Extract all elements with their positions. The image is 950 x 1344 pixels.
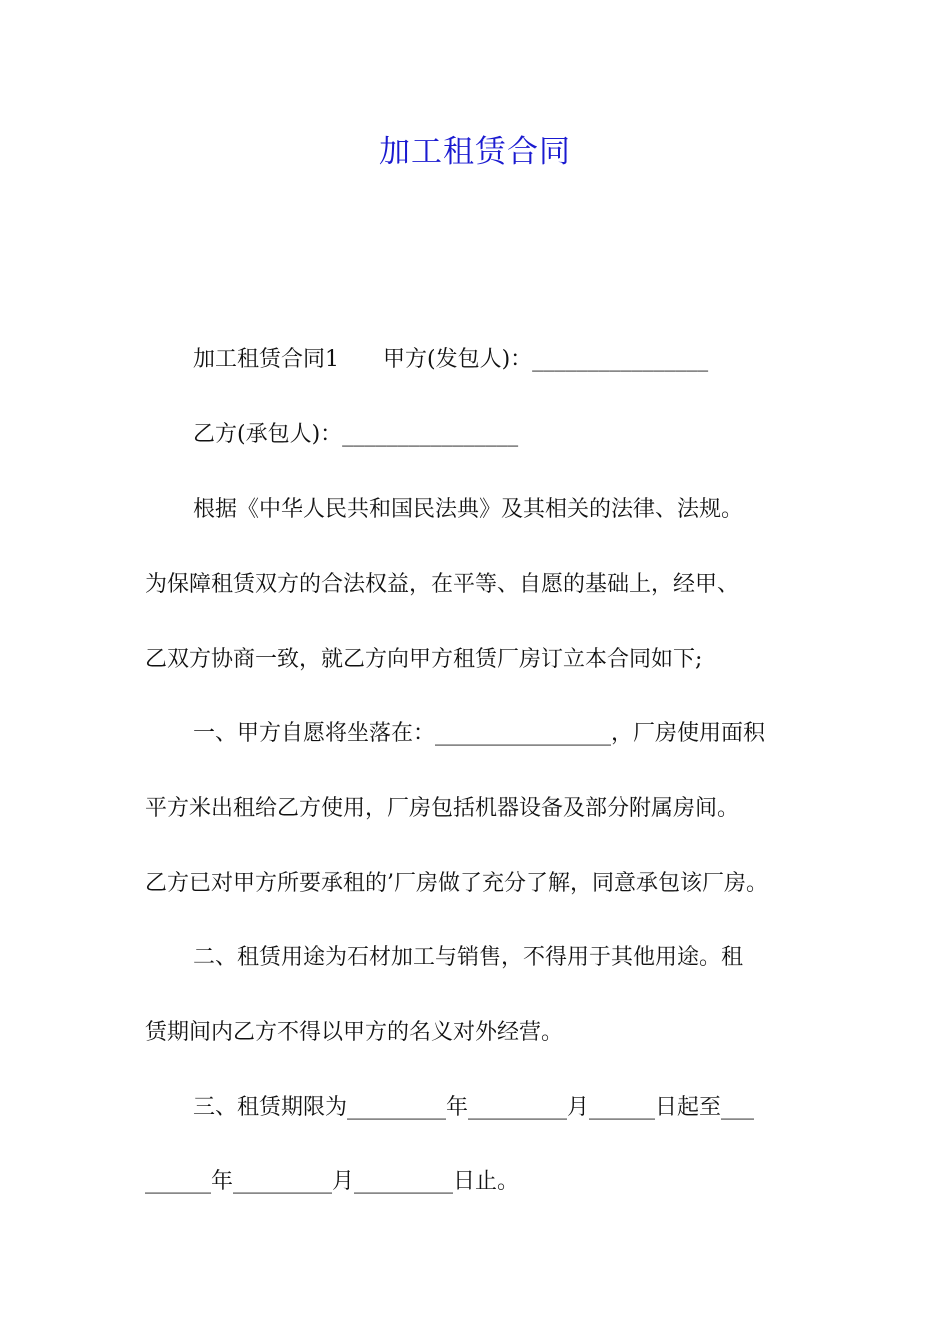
paragraph-line: 为保障租赁双方的合法权益，在平等、自愿的基础上，经甲、 xyxy=(145,572,740,597)
paragraph-line: 赁期间内乙方不得以甲方的名义对外经营。 xyxy=(145,1020,564,1045)
paragraph-line: 三、租赁期限为_________年_________月______日起至___ xyxy=(193,1095,755,1120)
paragraph-line: 乙双方协商一致，就乙方向甲方租赁厂房订立本合同如下; xyxy=(145,647,703,672)
paragraph-line: 加工租赁合同1 甲方(发包人)：________________ xyxy=(193,347,709,372)
paragraph-line: 乙方已对甲方所要承租的’厂房做了充分了解，同意承包该厂房。 xyxy=(145,871,768,896)
paragraph-line: 根据《中华人民共和国民法典》及其相关的法律、法规。 xyxy=(193,497,744,522)
paragraph-line: 平方米出租给乙方使用，厂房包括机器设备及部分附属房间。 xyxy=(145,796,740,821)
paragraph-line: 一、甲方自愿将坐落在：________________，厂房使用面积 xyxy=(193,721,766,746)
paragraph-line: 二、租赁用途为石材加工与销售，不得用于其他用途。租 xyxy=(193,945,744,970)
document-title: 加工租赁合同 xyxy=(379,134,571,170)
paragraph-line: ______年_________月_________日止。 xyxy=(145,1169,520,1194)
paragraph-line: 乙方(承包人)：________________ xyxy=(193,422,519,447)
